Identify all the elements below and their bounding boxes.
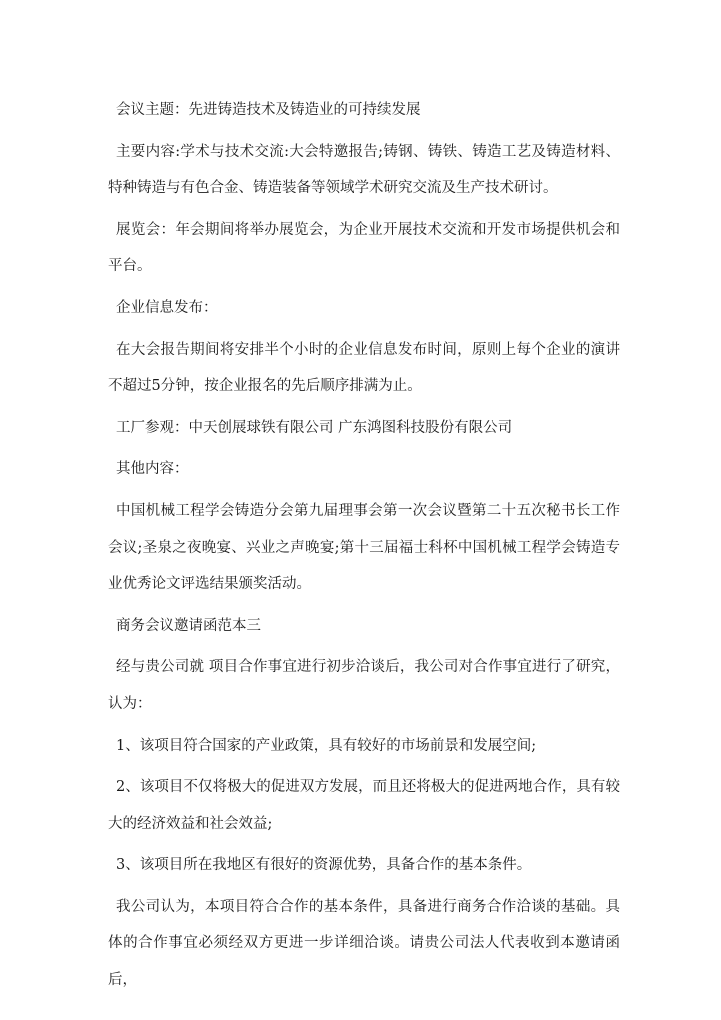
document-body: [108, 92, 620, 1004]
paragraph-intro: 经与贵公司就 项目合作事宜进行初步洽谈后，我公司对合作事宜进行了研究，认为：: [108, 659, 620, 712]
section-title-template-three: 商务会议邀请函范本三: [116, 617, 261, 634]
list-item-2: 2、该项目不仅将极大的促进双方发展，而且还将极大的促进两地合作，具有较大的经济效益和社会效益;: [108, 779, 620, 832]
paragraph-other-heading: 其他内容：: [116, 461, 189, 478]
list-item-1: 1、该项目符合国家的产业政策，具有较好的市场前景和发展空间;: [116, 737, 537, 754]
paragraph-enterprise-info: 在大会报告期间将安排半个小时的企业信息发布时间，原则上每个企业的演讲不超过5分钟，按企业报名的先后顺序排满为止。: [108, 341, 620, 395]
list-item-3: 3、该项目所在我地区有很好的资源优势，具备合作的基本条件。: [116, 857, 532, 874]
paragraph-enterprise-info-heading: 企业信息发布：: [116, 299, 218, 316]
paragraph-main-content: 主要内容:学术与技术交流:大会特邀报告;铸钢、铸铁、铸造工艺及铸造材料、特种铸造与有色合金、铸造装备等领域学术研究交流及生产技术研讨。: [108, 143, 620, 197]
paragraph-conclusion: 我公司认为，本项目符合合作的基本条件，具备进行商务合作洽谈的基础。具体的合作事宜必须经双方更进一步详细洽谈。请贵公司法人代表收到本邀请函后，: [108, 898, 620, 989]
paragraph-factory-visit: 工厂参观：中天创展球铁有限公司 广东鸿图科技股份有限公司: [116, 419, 513, 436]
paragraph-other-content: 中国机械工程学会铸造分会第九届理事会第一次会议暨第二十五次秘书长工作会议;圣泉之夜晚宴、兴业之声晚宴;第十三届福士科杯中国机械工程学会铸造专业优秀论文评选结果颁奖活动。: [108, 502, 620, 593]
paragraph-exhibition: 展览会：年会期间将举办展览会，为企业开展技术交流和开发市场提供机会和平台。: [108, 221, 620, 275]
paragraph-meeting-theme: 会议主题：先进铸造技术及铸造业的可持续发展: [116, 102, 421, 118]
